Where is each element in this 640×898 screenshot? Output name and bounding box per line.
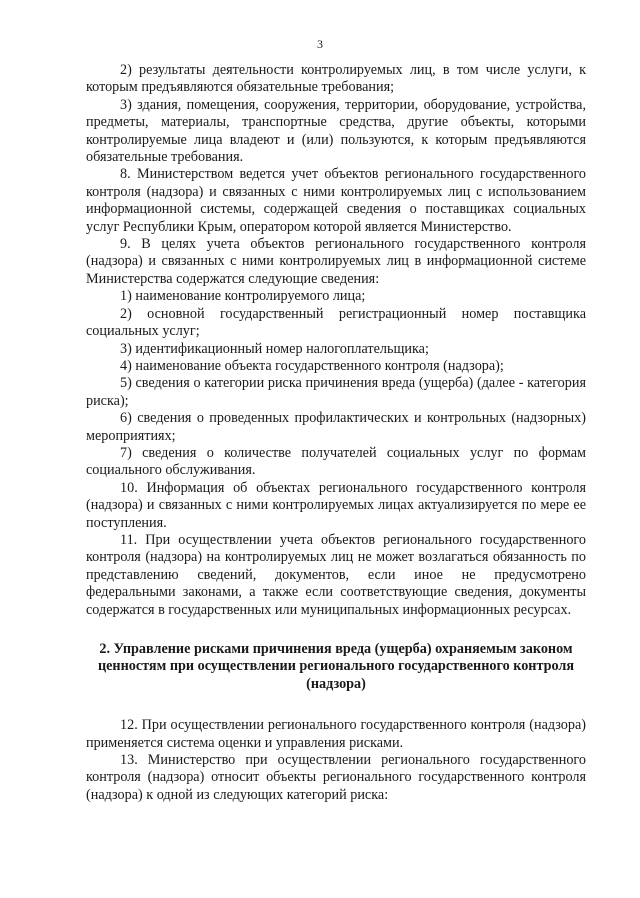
paragraph-9: 9. В целях учета объектов регионального государственного контроля (надзора) и связанных с ними контролируемых лиц в информационной системе Министерства содержатся следующие сведения: — [86, 236, 586, 287]
section-heading: 2. Управление рисками причинения вреда (ущерба) охраняемым законом ценностям при осуществлении регионального государственного контроля (надзора) — [97, 641, 575, 692]
paragraph-11: 11. При осуществлении учета объектов регионального государственного контроля (надзора) на контролируемых лиц не может возлагаться обязанность по представлению сведений, документов, если иное не предусмотрено федеральными законами, а также если соответствующие сведения, документы содержатся в государственных или муниципальных информационных ресурсах. — [86, 531, 586, 618]
list-item-7: 7) сведения о количестве получателей социальных услуг по формам социального обслуживания. — [86, 444, 586, 479]
paragraph-13: 13. Министерство при осуществлении регионального государственного контроля (надзора) относит объекты регионального государственного контроля (надзора) к одной из следующих категорий риска: — [86, 752, 586, 803]
paragraph-12: 12. При осуществлении регионального государственного контроля (надзора) применяется система оценки и управления рисками. — [86, 717, 586, 751]
paragraph-item-2-results: 2) результаты деятельности контролируемых лиц, в том числе услуги, к которым предъявляются обязательные требования; — [86, 62, 586, 96]
list-item-4: 4) наименование объекта государственного контроля (надзора); — [120, 357, 504, 374]
document-body — [86, 62, 586, 804]
list-item-3: 3) идентификационный номер налогоплательщика; — [120, 340, 429, 357]
paragraph-8: 8. Министерством ведется учет объектов регионального государственного контроля (надзора) и связанных с ними контролируемых лиц с использованием информационной системы, содержащей сведения о поставщиках социальных услуг Республики Крым, оператором которой является Министерство. — [86, 166, 586, 235]
paragraph-item-3-buildings: 3) здания, помещения, сооружения, территории, оборудование, устройства, предметы, материалы, транспортные средства, другие объекты, которыми контролируемые лица владеют и (или) пользуются, к которым предъявляются обязательные требования. — [86, 96, 586, 166]
list-item-6: 6) сведения о проведенных профилактических и контрольных (надзорных) мероприятиях; — [86, 410, 586, 444]
page-number: 3 — [317, 37, 323, 51]
paragraph-10: 10. Информация об объектах регионального государственного контроля (надзора) и связанных с ними контролируемых лицах актуализируется по мере ее поступления. — [86, 479, 586, 531]
list-item-1: 1) наименование контролируемого лица; — [120, 288, 366, 305]
list-item-2: 2) основной государственный регистрационный номер поставщика социальных услуг; — [86, 305, 586, 340]
list-item-5: 5) сведения о категории риска причинения вреда (ущерба) (далее - категория риска); — [86, 375, 586, 409]
